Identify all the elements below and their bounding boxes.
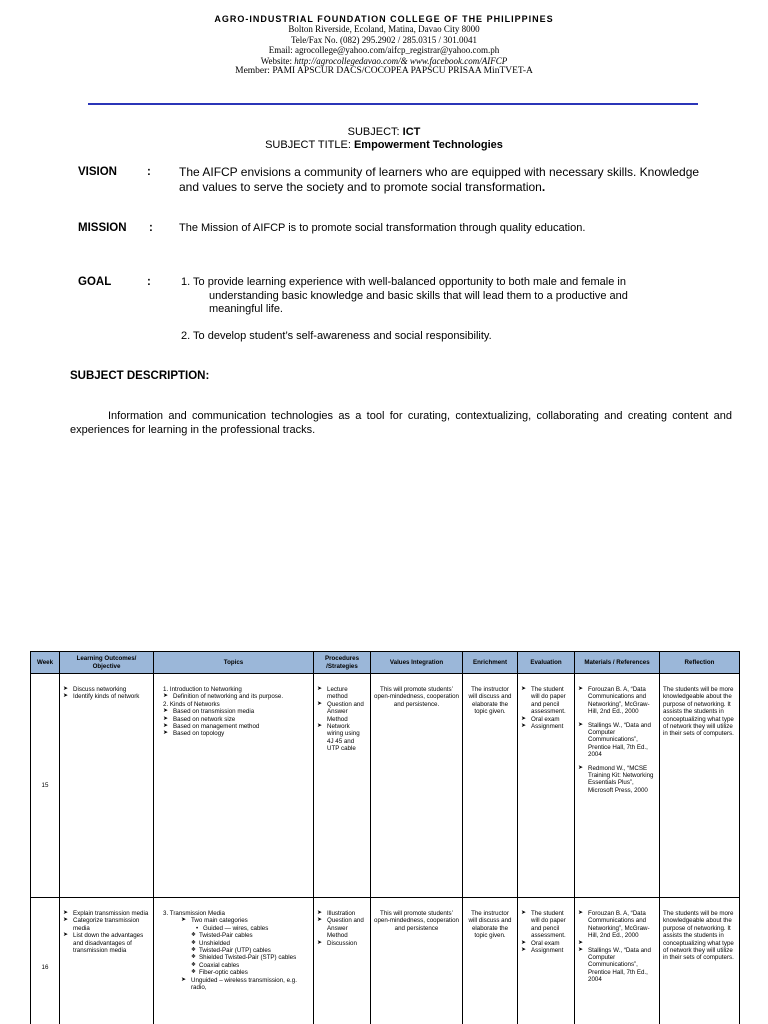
materials-cell [575, 898, 660, 1024]
header-week: Week [31, 652, 60, 674]
college-name: AGRO-INDUSTRIAL FOUNDATION COLLEGE OF THE PHILIPPINES [214, 14, 554, 24]
list-item [578, 940, 656, 947]
subject-value: ICT [402, 126, 421, 138]
list-item: ➤ Identify kinds of network [63, 693, 150, 700]
materials-cell [575, 674, 660, 898]
course-plan-table [30, 651, 740, 1024]
list-item: ❖ Fiber-optic cables [191, 969, 310, 976]
subject-description-title: SUBJECT DESCRIPTION: [70, 370, 210, 382]
mission-text: The Mission of AIFCP is to promote social transformation through quality education. [179, 222, 586, 234]
list-item: ➤ Stallings W., “Data and Computer Communications”, Prentice Hall, 7th Ed., 2004 [578, 947, 656, 984]
list-item: ➤ Network wiring using 4J 45 and UTP cable [317, 723, 367, 753]
enrichment-cell: The instructor will discuss and elaborate the topic given. [463, 674, 518, 898]
list-item: ❖ Twisted-Pair (UTP) cables [191, 947, 310, 954]
list-item: ➤ Assignment [521, 947, 571, 954]
goal-label: GOAL [78, 276, 112, 288]
list-item: ➤ Categorize transmission media [63, 917, 150, 932]
college-email: Email: agrocollege@yahoo.com/aifcp_registrar@yahoo.com.ph [268, 45, 500, 55]
list-item: ❖ Coaxial cables [191, 962, 310, 969]
list-item: ➤ Discuss networking [63, 686, 150, 693]
topic-heading: 2. Kinds of Networks [163, 700, 220, 708]
header-materials: Materials / References [575, 652, 660, 674]
list-item: ❖ Unshielded [191, 940, 310, 947]
header-procedures: Procedures /Strategies [314, 652, 371, 674]
procedures-cell [314, 674, 371, 898]
header-enrichment: Enrichment [463, 652, 518, 674]
goal-item-2: 2. To develop student’s self-awareness and social responsibility. [181, 330, 492, 342]
subject-title-label: SUBJECT TITLE: [265, 139, 351, 151]
goal-item-1-rest: understanding basic knowledge and basic skills that will lead them to a productive and meaningful life. [209, 289, 628, 315]
topics-cell [154, 898, 314, 1024]
topic-heading: 1. Introduction to Networking [163, 686, 242, 693]
goal-item-1-first: 1. To provide learning experience with well-balanced opportunity to both male and female in [181, 276, 626, 288]
member-line: Member: PAMI APSCUR DACS/COCOPEA PAPSCU PRISAA MinTVET-A [235, 66, 533, 76]
list-item: ➤ Unguided – wireless transmission, e.g. radio, [181, 977, 310, 992]
list-item: ➤ Forouzan B. A, “Data Communications and Networking”, McGraw-Hill, 2nd Ed., 2000 [578, 910, 656, 940]
college-address: Bolton Riverside, Ecoland, Matina, Davao City 8000 [288, 24, 480, 34]
list-item: ➤ Definition of networking and its purpose. [163, 693, 310, 700]
vision-body: The AIFCP envisions a community of learners who are equipped with necessary skills. Knowledge and values to serve the society and to promote social transformation [179, 165, 700, 194]
enrichment-cell: The instructor will discuss and elaborate the topic given. [463, 898, 518, 1024]
list-item: ➤ Question and Answer Method [317, 701, 367, 723]
subject-block [0, 126, 768, 152]
list-item: ➤ Discussion [317, 940, 367, 947]
header-evaluation: Evaluation [518, 652, 575, 674]
list-item: ➤ Based on management method [163, 723, 310, 730]
topic-heading: 3. Transmission Media [163, 910, 225, 917]
list-item: ➤ List down the advantages and disadvantages of transmission media [63, 932, 150, 954]
week-cell: 16 [31, 898, 60, 1024]
list-item: ➤ Oral exam [521, 940, 571, 947]
list-item: ➤ Stallings W., “Data and Computer Communications”, Prentice Hall, 7th Ed., 2004 [578, 722, 656, 759]
list-item: ➤ Explain transmission media [63, 910, 150, 917]
procedures-cell [314, 898, 371, 1024]
header-divider [88, 103, 698, 105]
table-row [31, 674, 740, 898]
week-cell: 15 [31, 674, 60, 898]
vision-text [179, 165, 709, 194]
evaluation-cell [518, 898, 575, 1024]
college-telefax: Tele/Fax No. (082) 295.2902 / 285.0315 / 301.0041 [290, 34, 478, 45]
list-item: ➤ Based on topology [163, 730, 310, 737]
list-item: ➤ Lecture method [317, 686, 367, 701]
website-link[interactable]: http://agrocollegedavao.com/& www.facebook.com/AIFCP [294, 55, 508, 66]
outcomes-cell [60, 674, 154, 898]
vision-colon: : [147, 166, 151, 178]
subject-label: SUBJECT: [347, 126, 400, 138]
college-website-line [0, 56, 768, 67]
list-item: ➤ Two main categories [181, 917, 310, 924]
mission-colon: : [149, 222, 153, 234]
list-item: ➤ Redmond W., “MCSE Training Kit: Networking Essentials Plus”, Microsoft Press, 2000 [578, 765, 656, 795]
list-item: ➤ Based on transmission media [163, 708, 310, 715]
list-item: ➤ Assignment [521, 723, 571, 730]
table-header-row [31, 652, 740, 674]
vision-label: VISION [78, 166, 117, 178]
reflection-cell: The students will be more knowledgeable about the purpose of networking. It assists the students in conceptualizing what type of network they will utilize in their sets of computers. [660, 674, 740, 898]
mission-label: MISSION [78, 222, 127, 234]
values-cell: This will promote students’ open-mindedness, cooperation and persistence [371, 898, 463, 1024]
subject-title-line [0, 139, 768, 152]
list-item: ❖ Twisted-Pair cables [191, 932, 310, 939]
header-topics: Topics [154, 652, 314, 674]
list-item: ➤ Question and Answer Method [317, 917, 367, 939]
list-item: ➤ Oral exam [521, 716, 571, 723]
list-item: ❖ Shielded Twisted-Pair (STP) cables [191, 954, 310, 961]
list-item: ➤ Illustration [317, 910, 367, 917]
values-cell: This will promote students’ open-mindedness, cooperation and persistence. [371, 674, 463, 898]
header-outcomes: Learning Outcomes/ Objective [60, 652, 154, 674]
website-label: Website: [260, 55, 293, 66]
subject-description-text: Information and communication technologies as a tool for curating, contextualizing, collaborating and creating content and experiences for learning in the professional tracks. [70, 410, 732, 436]
vision-period: . [541, 179, 546, 194]
list-item: • Guided ― wires, cables [195, 925, 310, 932]
subject-line [0, 126, 768, 139]
evaluation-cell [518, 674, 575, 898]
subject-title-value: Empowerment Technologies [353, 139, 503, 151]
header-values: Values Integration [371, 652, 463, 674]
table-row [31, 898, 740, 1024]
topics-cell [154, 674, 314, 898]
reflection-cell: The students will be more knowledgeable about the purpose of networking. It assists the students in conceptualizing what type of network they will utilize in their sets of computers. [660, 898, 740, 1024]
goal-item-1 [181, 276, 681, 317]
header-reflection: Reflection [660, 652, 740, 674]
letterhead [0, 14, 768, 77]
list-item: ➤ The student will do paper and pencil assessment. [521, 910, 571, 940]
list-item: ➤ The student will do paper and pencil assessment. [521, 686, 571, 716]
goal-colon: : [147, 276, 151, 288]
outcomes-cell [60, 898, 154, 1024]
list-item: ➤ Forouzan B. A, “Data Communications and Networking”, McGraw-Hill, 2nd Ed., 2000 [578, 686, 656, 716]
list-item: ➤ Based on network size [163, 716, 310, 723]
